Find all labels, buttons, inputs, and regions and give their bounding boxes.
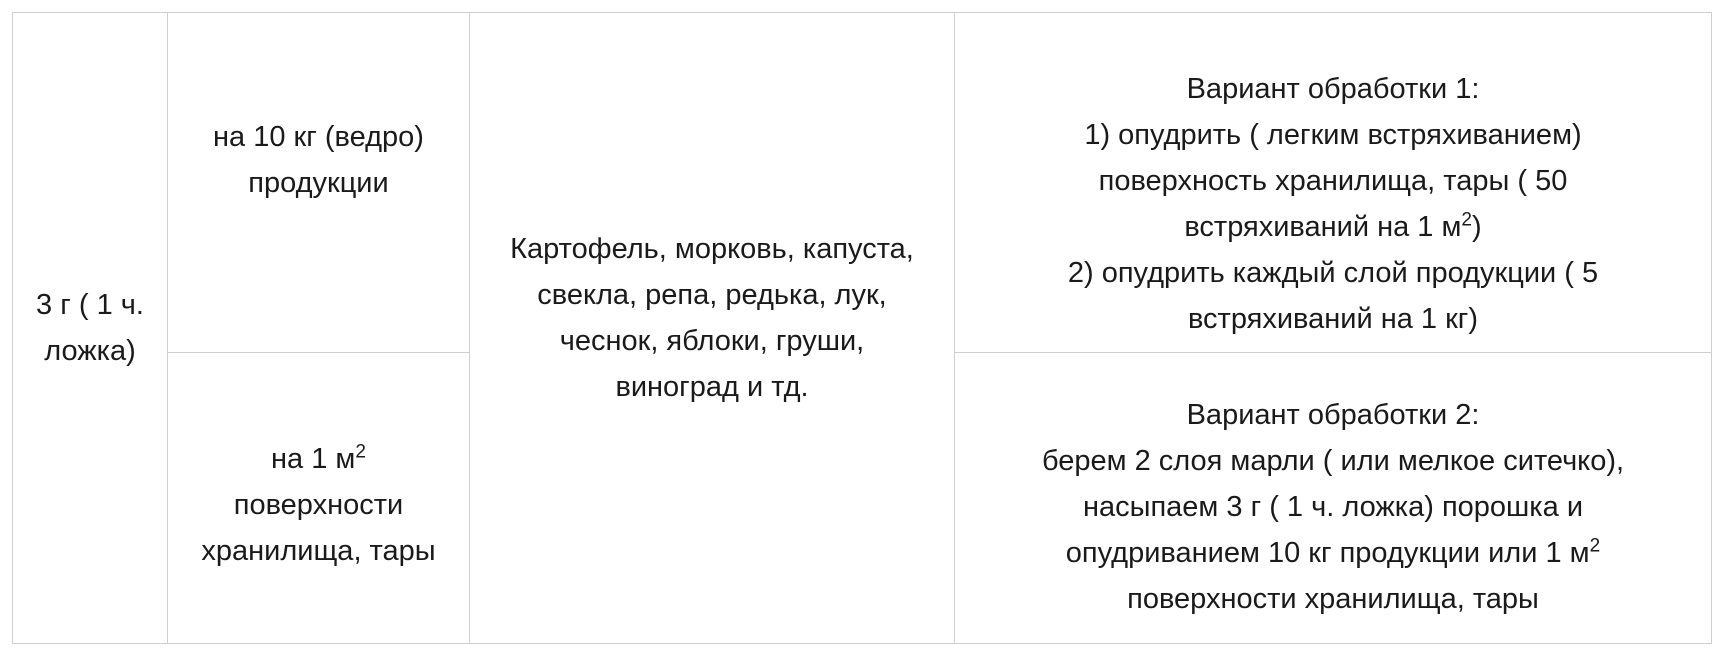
dose-line: ложка)	[44, 335, 136, 367]
variant-2-line-sup	[969, 530, 1697, 576]
norm-line: на 10 кг (ведро)	[213, 121, 424, 153]
variant-2-line: берем 2 слоя марли ( или мелкое ситечко),	[1041, 445, 1625, 477]
products-line: виноград и тд.	[615, 371, 809, 403]
norm-line-text: на 1 м	[271, 443, 356, 475]
products-line: Картофель, морковь, капуста,	[510, 233, 914, 265]
products-cell	[470, 13, 955, 644]
norm-line: хранилища, тары	[201, 535, 436, 567]
table-row	[13, 13, 1712, 353]
variant-1-line: поверхность хранилища, тары ( 50	[1098, 164, 1568, 197]
variant-1-cell	[955, 13, 1712, 353]
products-line: свекла, репа, редька, лук,	[537, 279, 887, 311]
variant-1-line: встряхиваний на 1 кг)	[1187, 302, 1479, 335]
superscript-2: 2	[1589, 535, 1601, 557]
norm-line: поверхности	[233, 489, 404, 521]
variant-1-line: 2) опудрить каждый слой продукции ( 5	[1067, 256, 1599, 289]
norm-line-sup	[182, 436, 455, 482]
variant-1-line-sup	[969, 204, 1697, 250]
treatment-table-container	[12, 12, 1712, 643]
variant-1-line: 1) опудрить ( легким встряхиванием)	[1084, 118, 1582, 151]
variant-2-cell	[955, 353, 1712, 644]
variant-2-line: поверхности хранилища, тары	[1127, 583, 1539, 615]
norm-cell-produce	[168, 13, 470, 353]
norm-cell-surface	[168, 353, 470, 644]
variant-1-line-text: встряхиваний на 1 м	[1184, 210, 1462, 243]
norm-line: продукции	[248, 167, 389, 199]
variant-1-line-text: )	[1471, 210, 1482, 243]
dose-line: 3 г ( 1 ч.	[36, 289, 144, 321]
superscript-2: 2	[1461, 208, 1472, 230]
products-line: чеснок, яблоки, груши,	[559, 325, 865, 357]
dose-cell	[13, 13, 168, 644]
variant-2-title: Вариант обработки 2:	[1186, 399, 1480, 431]
variant-2-line: насыпаем 3 г ( 1 ч. ложка) порошка и	[1082, 491, 1584, 523]
treatment-table	[12, 12, 1712, 644]
superscript-2: 2	[355, 441, 366, 463]
variant-2-line-text: опудриванием 10 кг продукции или 1 м	[1065, 537, 1590, 569]
variant-1-title: Вариант обработки 1:	[1186, 72, 1480, 105]
